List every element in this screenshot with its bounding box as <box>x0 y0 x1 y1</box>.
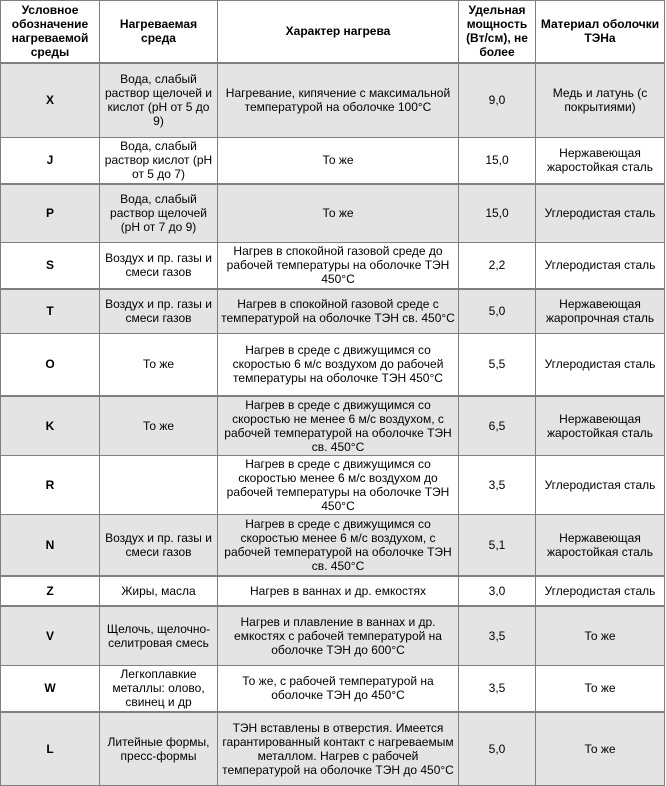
cell-code: P <box>1 184 100 243</box>
cell-medium: Вода, слабый раствор щелочей (pH от 7 до 9) <box>100 184 218 243</box>
cell-heating: То же <box>218 138 459 184</box>
cell-code: N <box>1 515 100 576</box>
table-row <box>1 712 665 786</box>
cell-code: R <box>1 456 100 515</box>
table-row <box>1 515 665 576</box>
table-row <box>1 576 665 606</box>
table-row <box>1 243 665 289</box>
cell-heating: Нагрев в среде с движущимся со скоростью менее 6 м/с воздухом до рабочей температуры на оболочке ТЭН 450°С <box>218 456 459 515</box>
cell-power: 2,2 <box>459 243 536 289</box>
cell-material: Медь и латунь (с покрытиями) <box>536 63 665 138</box>
table-row <box>1 666 665 712</box>
cell-heating: Нагрев в среде с движущимся со скоростью не менее 6 м/с воздухом, с рабочей температурой на оболочке ТЭН св. 450°С <box>218 396 459 456</box>
cell-material: Углеродистая сталь <box>536 456 665 515</box>
cell-code: W <box>1 666 100 712</box>
cell-code: L <box>1 712 100 786</box>
cell-code: V <box>1 606 100 666</box>
table-row <box>1 63 665 138</box>
cell-power: 5,0 <box>459 712 536 786</box>
cell-code: S <box>1 243 100 289</box>
cell-heating: То же, с рабочей температурой на оболочке ТЭН до 450°С <box>218 666 459 712</box>
cell-material: Нержавеющая жаростойкая сталь <box>536 138 665 184</box>
cell-medium: То же <box>100 396 218 456</box>
header-heating: Характер нагрева <box>218 1 459 63</box>
cell-medium: Легкоплавкие металлы: олово, свинец и др <box>100 666 218 712</box>
table-row <box>1 606 665 666</box>
table-row <box>1 334 665 396</box>
cell-material: Углеродистая сталь <box>536 334 665 396</box>
cell-medium <box>100 456 218 515</box>
cell-code: O <box>1 334 100 396</box>
cell-heating: Нагрев в среде с движущимся со скоростью 6 м/с воздухом до рабочей температуры на оболочке ТЭН 450°С <box>218 334 459 396</box>
header-power: Удельная мощность (Вт/см), не более <box>459 1 536 63</box>
cell-power: 3,5 <box>459 606 536 666</box>
header-code: Условное обозначение нагреваемой среды <box>1 1 100 63</box>
cell-code: X <box>1 63 100 138</box>
cell-medium: Литейные формы, пресс-формы <box>100 712 218 786</box>
header-row <box>1 1 665 63</box>
cell-heating: Нагрев в спокойной газовой среде до рабочей температуры на оболочке ТЭН 450°С <box>218 243 459 289</box>
cell-heating: ТЭН вставлены в отверстия. Имеется гарантированный контакт с нагреваемым металлом. Нагрев с рабочей температурой на оболочке ТЭН до 450°С <box>218 712 459 786</box>
table-row <box>1 456 665 515</box>
cell-material: То же <box>536 712 665 786</box>
cell-material: Углеродистая сталь <box>536 243 665 289</box>
cell-medium: Воздух и пр. газы и смеси газов <box>100 515 218 576</box>
table-row <box>1 289 665 334</box>
header-material: Материал оболочки ТЭНа <box>536 1 665 63</box>
cell-medium: Вода, слабый раствор щелочей и кислот (pH от 5 до 9) <box>100 63 218 138</box>
cell-material: Углеродистая сталь <box>536 184 665 243</box>
cell-material: Нержавеющая жаростойкая сталь <box>536 515 665 576</box>
header-medium: Нагреваемая среда <box>100 1 218 63</box>
cell-power: 5,0 <box>459 289 536 334</box>
cell-heating: Нагревание, кипячение с максимальной температурой на оболочке 100°С <box>218 63 459 138</box>
cell-power: 3,5 <box>459 456 536 515</box>
cell-material: То же <box>536 606 665 666</box>
table-row <box>1 138 665 184</box>
cell-material: Углеродистая сталь <box>536 576 665 606</box>
cell-power: 5,5 <box>459 334 536 396</box>
cell-code: J <box>1 138 100 184</box>
cell-power: 3,0 <box>459 576 536 606</box>
cell-power: 9,0 <box>459 63 536 138</box>
cell-code: K <box>1 396 100 456</box>
cell-code: T <box>1 289 100 334</box>
cell-medium: Вода, слабый раствор кислот (pH от 5 до 7) <box>100 138 218 184</box>
table-row <box>1 396 665 456</box>
cell-power: 6,5 <box>459 396 536 456</box>
cell-heating: То же <box>218 184 459 243</box>
cell-power: 15,0 <box>459 184 536 243</box>
cell-heating: Нагрев и плавление в ваннах и др. емкостях с рабочей температурой на оболочке ТЭН до 600°С <box>218 606 459 666</box>
cell-heating: Нагрев в ваннах и др. емкостях <box>218 576 459 606</box>
cell-power: 5,1 <box>459 515 536 576</box>
cell-medium: То же <box>100 334 218 396</box>
cell-material: Нержавеющая жаропрочная сталь <box>536 289 665 334</box>
cell-power: 15,0 <box>459 138 536 184</box>
cell-code: Z <box>1 576 100 606</box>
table-row <box>1 184 665 243</box>
cell-medium: Воздух и пр. газы и смеси газов <box>100 243 218 289</box>
cell-heating: Нагрев в среде с движущимся со скоростью менее 6 м/с воздухом, с рабочей температурой на оболочке ТЭН св. 450°С <box>218 515 459 576</box>
cell-material: Нержавеющая жаростойкая сталь <box>536 396 665 456</box>
cell-medium: Щелочь, щелочно-селитровая смесь <box>100 606 218 666</box>
cell-medium: Воздух и пр. газы и смеси газов <box>100 289 218 334</box>
cell-power: 3,5 <box>459 666 536 712</box>
cell-material: То же <box>536 666 665 712</box>
cell-heating: Нагрев в спокойной газовой среде с температурой на оболочке ТЭН св. 450°С <box>218 289 459 334</box>
cell-medium: Жиры, масла <box>100 576 218 606</box>
